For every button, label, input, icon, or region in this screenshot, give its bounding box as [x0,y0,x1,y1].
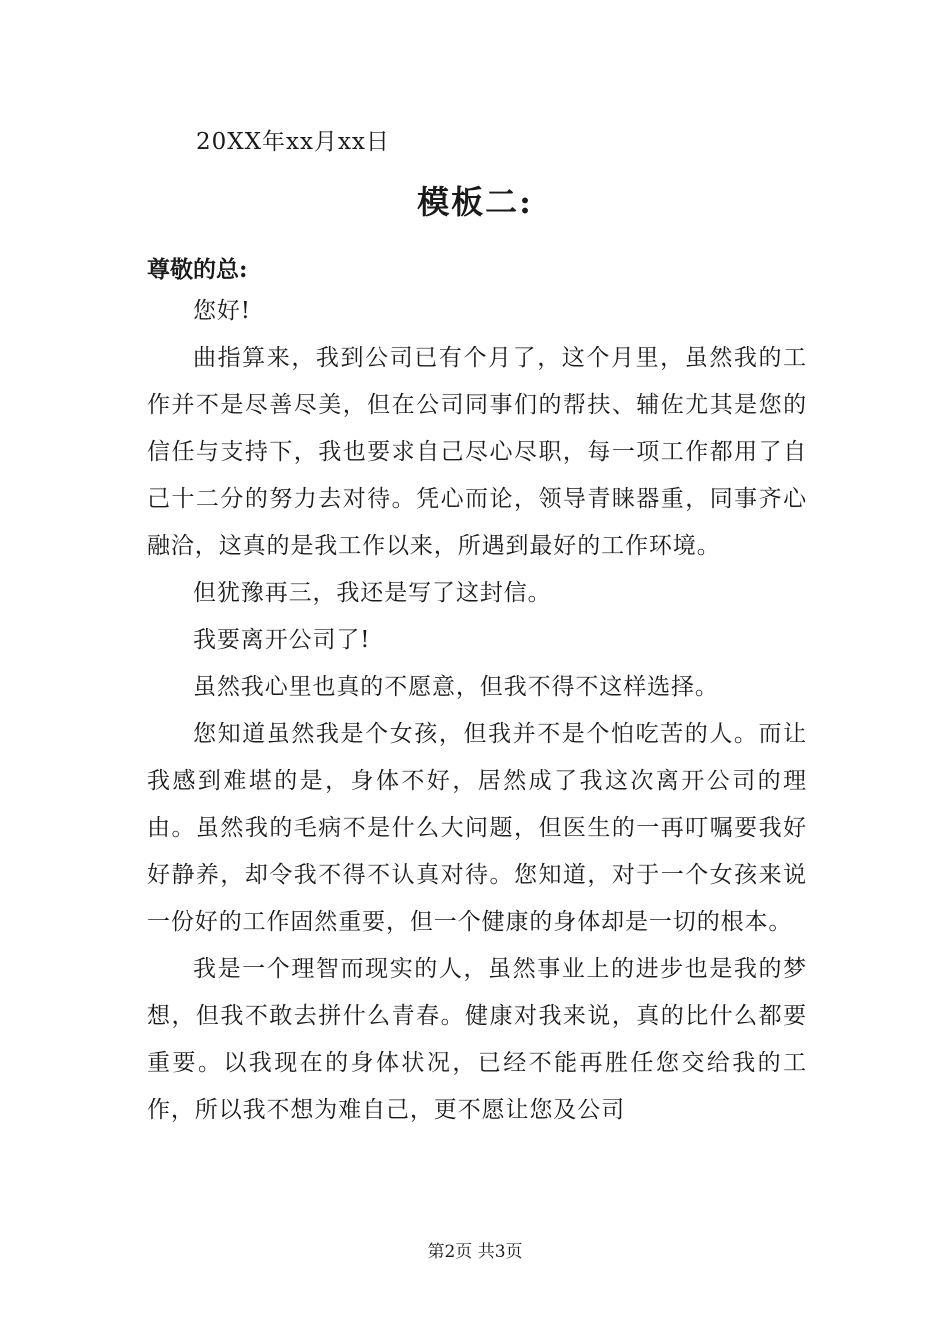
paragraph: 您知道虽然我是个女孩，但我并不是个怕吃苦的人。而让我感到难堪的是，身体不好，居然成了我这次离开公司的理由。虽然我的毛病不是什么大问题，但医生的一再叮嘱要我好好静养，却令我不得不认真对待。您知道，对于一个女孩来说一份好的工作固然重要，但一个健康的身体却是一切的根本。 [147,721,807,935]
paragraph: 但犹豫再三，我还是写了这封信。 [193,580,552,606]
letter-body [147,288,807,1134]
page-footer: 第2页 共3页 [427,1242,523,1262]
template-title: 模板二: [417,183,533,221]
paragraph: 虽然我心里也真的不愿意，但我不得不这样选择。 [193,674,719,700]
paragraph: 曲指算来，我到公司已有个月了，这个月里，虽然我的工作并不是尽善尽美，但在公司同事们的帮扶、辅佐尤其是您的信任与支持下，我也要求自己尽心尽职，每一项工作都用了自己十二分的努力去对待。凭心而论，领导青睐器重，同事齐心融洽，这真的是我工作以来，所遇到最好的工作环境。 [147,345,807,559]
paragraph: 我是一个理智而现实的人，虽然事业上的进步也是我的梦想，但我不敢去拼什么青春。健康对我来说，真的比什么都要重要。以我现在的身体状况，已经不能再胜任您交给我的工作，所以我不想为难自己，更不愿让您及公司 [147,956,807,1123]
paragraph-salutation: 您好! [193,298,251,324]
date-line: 20XX年xx月xx日 [196,129,390,155]
letter-greeting: 尊敬的总: [147,256,248,283]
paragraph: 我要离开公司了! [193,627,371,653]
